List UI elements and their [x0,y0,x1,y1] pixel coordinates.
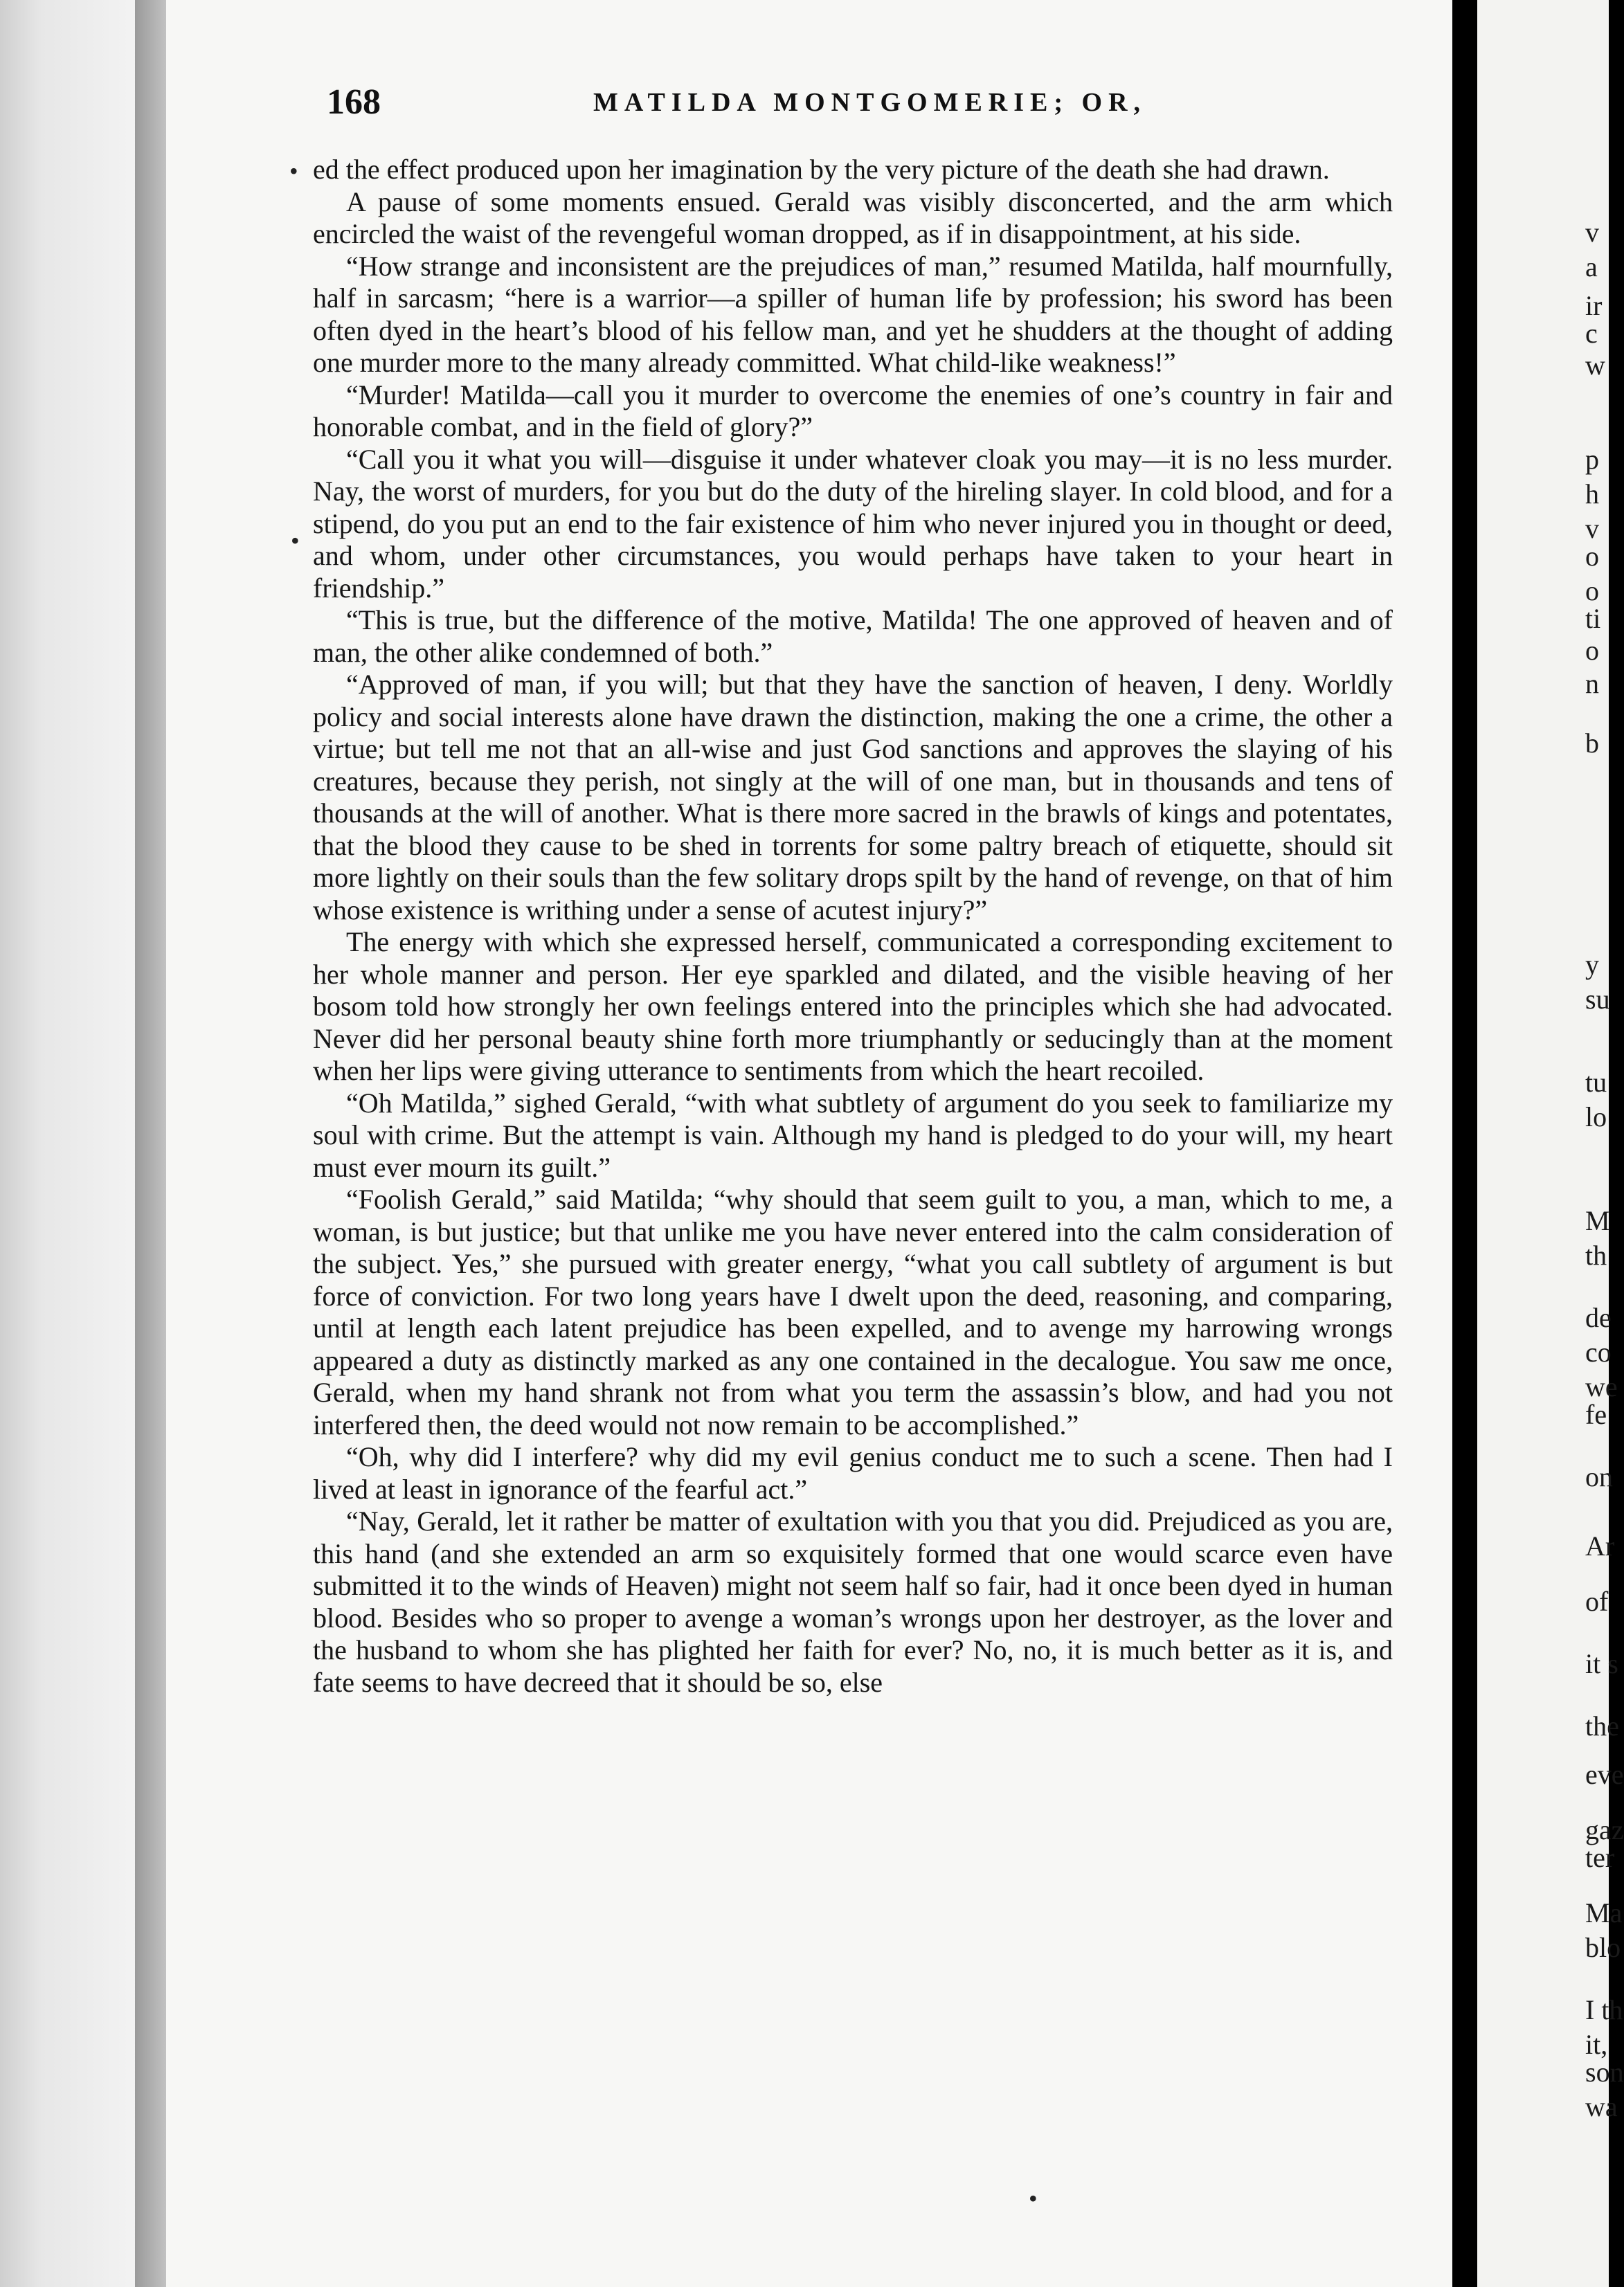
facing-page-fragment: a [1585,251,1598,282]
paragraph: The energy with which she expressed herself, communicated a corresponding excitement to her whole manner and person. Her eye sparkled and dilated, and the visible heaving of her bosom told how strongly her own feelings entered into the principles which she had advocated. Never did her personal beauty shine forth more triumphantly or seducingly than at the moment when her lips were giving utterance to sentiments from which the heart recoiled. [313,926,1393,1086]
facing-page-fragment: v [1585,513,1599,544]
facing-page-fragment: b [1585,727,1599,759]
facing-page-fragment: of [1585,1586,1609,1617]
paragraph: “Call you it what you will—disguise it under whatever cloak you may—it is no less murder. Nay, the worst of murders, for you but do the duty of the hireling slayer. In cold blood, and for a stipend, do you put an end to the fair existence of him who never injured you in thought or deed, and whom, under other circumstances, you would perhaps have taken to your heart in friendship.” [313,443,1393,604]
facing-page-fragment: lo [1585,1101,1607,1132]
facing-page-fragment: h [1585,478,1599,509]
facing-page-fragment: on [1585,1461,1613,1492]
paragraph: “Approved of man, if you will; but that they have the sanction of heaven, I deny. Worldly policy and social interests alone have drawn the distinction, making the one a crime, the other a virtue; but tell me not that an all-wise and just God sanctions and approves the slaying of his creatures, because they perish, not singly at the will of one man, but in thousands and tens of thousands at the will of another. What is there more sacred in the brawls of kings and potentates, that the blood they cause to be shed in torrents for some paltry breach of etiquette, should sit more lightly on their souls than the few solitary drops spilt by the hand of revenge, on that of him whose existence is writhing under a sense of acutest injury?” [313,669,1393,925]
facing-page-fragment: co [1585,1337,1612,1368]
facing-page-fragment: Ma [1585,1897,1623,1928]
paragraph: “Oh Matilda,” sighed Gerald, “with what subtlety of argument do you seek to familiarize my soul with crime. But the attempt is vain. Although my hand is pledged to do your will, my heart must ever mourn its guilt.” [313,1087,1393,1183]
facing-page-fragment: o [1585,635,1599,666]
page-number: 168 [327,82,381,122]
facing-page-fragment: tu [1585,1067,1607,1098]
facing-page-fragment: y [1585,949,1599,980]
facing-page-fragment: n [1585,668,1599,699]
facing-page-fragment: M [1585,1205,1610,1236]
margin-dot: • [291,527,300,554]
page-gutter-shadow [0,0,138,2287]
running-title: MATILDA MONTGOMERIE; OR, [593,88,1147,117]
margin-dot: • [1029,2185,1038,2212]
facing-page-fragment: gaz [1585,1814,1624,1845]
page-divider [1452,0,1477,2287]
facing-page-fragment: the [1585,1710,1619,1742]
facing-page-fragment: o [1585,575,1599,606]
facing-page-fragment: p [1585,444,1599,475]
running-head [327,82,1400,130]
binding-edge [135,0,170,2287]
facing-page-fragment: w [1585,350,1605,381]
facing-page-edge [1477,0,1624,2287]
facing-page-fragment: I th [1585,1994,1623,2025]
facing-page-fragment: fe [1585,1399,1607,1430]
facing-page-fragment: wa [1585,2091,1618,2122]
paragraph: “Murder! Matilda—call you it murder to overcome the enemies of one’s country in fair and honorable combat, and in the field of glory?” [313,379,1393,442]
facing-page-fragment: de [1585,1302,1612,1333]
facing-page-fragment: su [1585,984,1610,1015]
facing-page-fragment: ter [1585,1842,1615,1873]
paragraph: “How strange and inconsistent are the prejudices of man,” resumed Matilda, half mournfully, half in sarcasm; “here is a warrior—a spiller of human life by profession; his sword has been often dyed in the heart’s blood of his fellow man, and yet he shudders at the thought of adding one murder more to the many already committed. What child-like weakness!” [313,250,1393,378]
facing-page-fragment: ti [1585,603,1601,634]
facing-page-fragment: it, [1585,2029,1608,2060]
margin-dot: • [289,157,298,185]
paragraph: “Foolish Gerald,” said Matilda; “why should that seem guilt to you, a man, which to me, a woman, is but justice; but that unlike me you have never entered into the calm consideration of the subject. Yes,” she pursued with greater energy, “what you call subtlety of argument is but force of conviction. For two long years have I dwelt upon the deed, reasoning, and comparing, until at length each latent prejudice has been expelled, and to avenge my harrowing wrongs appeared a duty as distinctly marked as any one contained in the decalogue. You saw me once, Gerald, when my hand shrank not from what you term the assassin’s blow, and had you not interfered then, the deed would not now remain to be accomplished.” [313,1184,1393,1440]
facing-page-fragment: o [1585,541,1599,572]
paragraph: “This is true, but the difference of the motive, Matilda! The one approved of heaven and of man, the other alike condemned of both.” [313,604,1393,668]
facing-page-fragment: eve [1585,1759,1624,1790]
facing-page-fragment: son [1585,2057,1624,2088]
facing-page-fragment: c [1585,318,1598,349]
paragraph: A pause of some moments ensued. Gerald was visibly disconcerted, and the arm which encircled the waist of the revengeful woman dropped, as if in disappointment, at his side. [313,186,1393,249]
facing-page-fragment: v [1585,217,1599,248]
facing-page-fragment: ir [1585,290,1603,321]
paragraph: “Oh, why did I interfere? why did my evil genius conduct me to such a scene. Then had I lived at least in ignorance of the fearful act.” [313,1441,1393,1505]
facing-page-fragment: it s [1585,1648,1618,1679]
paragraph: ed the effect produced upon her imagination by the very picture of the death she had drawn. [313,154,1330,185]
facing-page-fragment: th [1585,1240,1607,1271]
facing-page-fragment: Ar [1585,1530,1615,1562]
facing-page-fragment: we [1585,1371,1618,1402]
paragraph: “Nay, Gerald, let it rather be matter of exultation with you that you did. Prejudiced as you are, this hand (and she extended an arm so exquisitely formed that one would scarce even have submitted it to the winds of Heaven) might not seem half so fair, had it once been dyed in human blood. Besides who so proper to avenge a woman’s wrongs upon her destroyer, as the lover and the husband to whom she has plighted her faith for ever? No, no, it is much better as it is, and fate seems to have decreed that it should be so, else [313,1506,1393,1698]
facing-page-fragment: blo [1585,1932,1621,1963]
text-column [313,154,1393,1699]
